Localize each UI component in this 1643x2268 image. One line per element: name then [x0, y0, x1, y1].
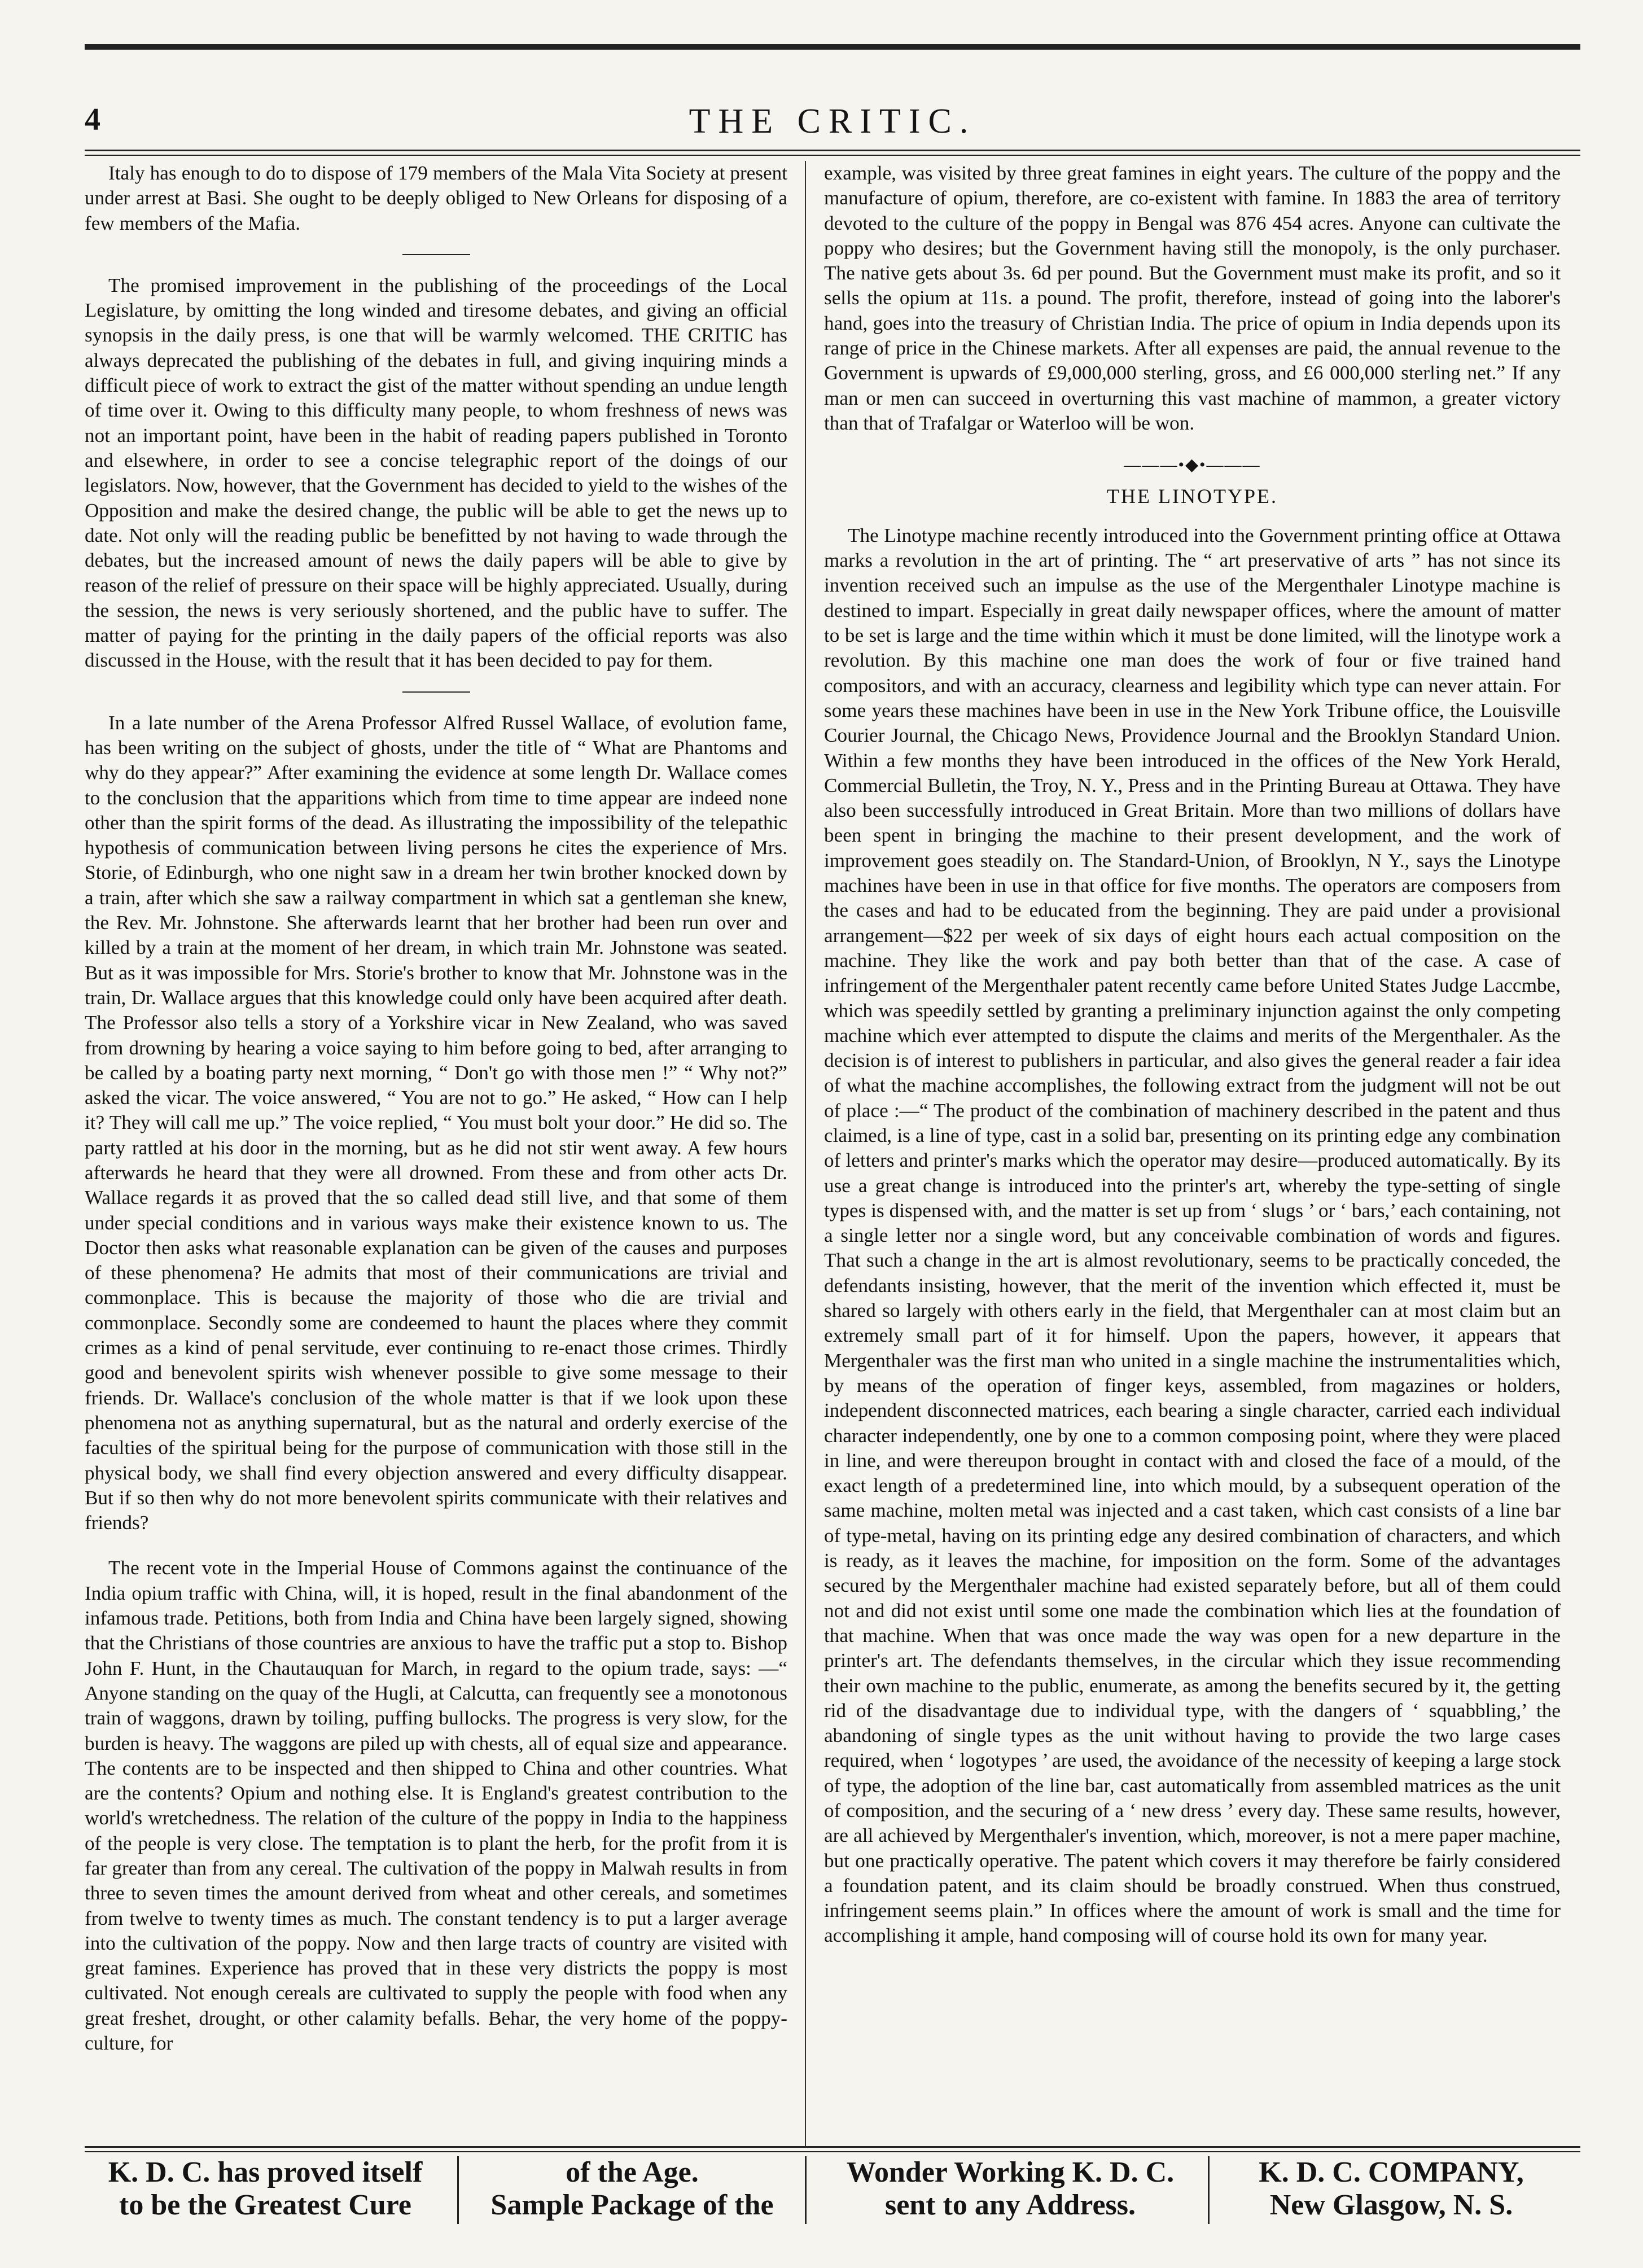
- article-linotype: The Linotype machine recently introduced into the Government printing office at Ottawa marks a revolution in the art of printing. The “ art preservative of arts ” has not since its invention received such an impulse as the use of the Mergenthaler Linotype machine is destined to impart. Especially in great daily newspaper offices, where the amount of matter to be set is large and the time within which it must be done limited, will the linotype work a revolution. By this machine one man does the work of four or five trained hand compositors, and with an accuracy, clearness and legibility which type can never attain. For some years these machines have been in use in the New York Tribune office, the Louisville Courier Journal, the Chicago News, Providence Journal and the Brooklyn Standard Union. Within a few months they have been introduced in the offices of the New York Herald, Commercial Bulletin, the Troy, N. Y., Press and in the Printing Bureau at Ottawa. They have also been successfully introduced in Great Britain. More than two millions of dollars have been spent in bringing the machine to their present development, and the work of improvement goes steadily on. The Standard-Union, of Brooklyn, N Y., says the Linotype machines have been in use in that office for five months. The operators are composers from the cases and had to be educated from the beginning. They are paid under a provisional arrangement—$22 per week of six days of eight hours each actual composition on the machine. They like the work and pay both better than that of the case. A case of infringement of the Mergenthaler patent recently came before United States Judge Laccmbe, which was speedily settled by granting a preliminary injunction against the only competing machine which ever attempted to dispute the claims and merits of the Mergenthaler. As the decision is of interest to publishers in particular, and also gives the general reader a fair idea of what the machine accomplishes, the following extract from the judgment will not be out of place :—“ The product of the combination of machinery described in the patent and thus claimed, is a line of type, cast in a solid bar, presenting on its printing edge any combination of letters and printer's marks which the operator may desire—produced automatically. By its use a great change is introduced into the printer's art, whereby the type-setting of single types is dispensed with, and the matter is set up from ‘ slugs ’ or ‘ bars,’ each containing, not a single letter nor a single word, but any conceivable combination of words and figures. That such a change in the art is almost revolutionary, seems to be practically conceded, the defendants insisting, however, that the merit of the invention which effected it, must be shared so largely with others early in the field, that Mergenthaler can at most claim but an extremely small part of it for himself. Upon the papers, however, it appears that Mergenthaler was the first man who united in a single machine the instrumentalities which, by means of the operation of finger keys, assembled, from magazines or holders, independent disconnected matrices, each bearing a single character, carried each individual character independently, one by one to a common composing point, where they were placed in line, and were thereupon brought in contact with and closed the face of a mould, of the exact length of a predetermined line, into which mould, by a subsequent operation of the same machine, molten metal was injected and a cast taken, which cast consists of a line bar of type-metal, having on its printing edge any desired combination of characters, and which is ready, as it leaves the machine, for imposition on the form. Some of the advantages secured by the Mergenthaler machine had existed separately before, but all of them could not and did not exist until some one made the combination which lies at the foundation of that machine. When that was once made the way was open for a new departure in the printer's art. The defendants themselves, in the circular which they issue recommending their own machine to the public, enumerate, as among the benefits secured by it, the getting rid of the disadvantage due to individual type, with the dangers of ‘ squabbling,’ the abandoning of single types as the unit without having to provide the two large cases required, when ‘ logotypes ’ are used, the avoidance of the necessity of keeping a large stock of type, the adoption of the line bar, cast automatically from assembled matrices as the unit of composition, and the securing of a ‘ new dress ’ every day. These same results, however, are all achieved by Mergenthaler's invention, which, moreover, is not a mere paper machine, but one practically operative. The patent which covers it may therefore be fairly considered a foundation patent, and its claim should be broadly construed. When thus construed, infringement seems plain.” In offices where the amount of work is small and the time for accomplishing it ample, hand composing will of course hold its own for many year.: [824, 524, 1561, 1947]
- page-header: [85, 102, 1580, 141]
- page-number: 4: [85, 102, 100, 137]
- article-wallace-ghosts: In a late number of the Arena Professor Alfred Russel Wallace, of evolution fame, has been writing on the subject of ghosts, under the title of “ What are Phantoms and why do they appear?” After examining the evidence at some length Dr. Wallace comes to the conclusion that the apparitions which from time to time appear are indeed none other than the spirit forms of the dead. As illustrating the impossibility of the telepathic hypothesis of communication between living persons he cites the experience of Mrs. Storie, of Edinburgh, who one night saw in a dream her twin brother knocked down by a train, after which she saw a railway compartment in which sat a gentleman she knew, the Rev. Mr. Johnstone. She afterwards learnt that her brother had been run over and killed by a train at the moment of her dream, in which train Mr. Johnstone was seated. But as it was impossible for Mrs. Storie's brother to know that Mr. Johnstone was in the train, Dr. Wallace argues that this knowledge could only have been acquired after death. The Professor also tells a story of a Yorkshire vicar in New Zealand, who was saved from drowning by hearing a voice saying to him before going to bed, after arranging to be called by a boating party next morning, “ Don't go with those men !” “ Why not?” asked the vicar. The voice answered, “ You are not to go.” He asked, “ How can I help it? They will call me up.” The voice replied, “ You must bolt your door.” He did so. The party rattled at his door in the morning, but as he did not stir went away. A few hours afterwards he heard that they were all drowned. From these and from other acts Dr. Wallace regards it as proved that the so called dead still live, and that some of them under special conditions and in various ways make their existence known to us. The Doctor then asks what reasonable explanation can be given of the causes and purposes of these phenomena? He admits that most of their communications are trivial and commonplace. This is because the majority of those who die are trivial and commonplace. Secondly some are condeemed to haunt the places where they commit crimes as a kind of penal servitude, ever continuing to re-enact those crimes. Thirdly good and benevolent spirits wish whenever possible to give some message to their friends. Dr. Wallace's conclusion of the whole matter is that if we look upon these phenomena not as anything supernatural, but as the natural and orderly exercise of the faculties of the spiritual being for the purpose of communication with those still in the physical body, we shall find every objection answered and every difficulty disappear. But if so then why do not more benevolent spirits communicate with their relatives and friends?: [85, 711, 787, 1534]
- ad-column-divider: [805, 2156, 807, 2224]
- section-title-linotype: THE LINOTYPE.: [1107, 484, 1278, 507]
- article-divider: [402, 691, 470, 693]
- header-rule: [85, 150, 1580, 156]
- article-legislature: The promised improvement in the publishing of the proceedings of the Local Legislature, by omitting the long winded and tiresome debates, and giving an official synopsis in the daily press, is one that will be warmly welcomed. THE CRITIC has always deprecated the publishing of the debates in full, and giving inquiring minds a difficult piece of work to extract the gist of the matter without spending an undue length of time over it. Owing to this difficulty many people, to whom freshness of news was not an important point, have been in the habit of reading papers published in Toronto and elsewhere, in order to see a concise telegraphic report of the doings of our legislators. Now, however, that the Government has decided to yield to the wishes of the Opposition and make the desired change, the public will be able to get the news up to date. Not only will the reading public be benefitted by not having to wade through the debates, but the increased amount of news the daily papers will be able to give by reason of the relief of pressure on their space will be highly appreciated. Usually, during the session, the news is very seriously shortened, and the public have to suffer. The matter of paying for the printing in the daily papers of the official reports was also discussed in the House, with the result that it has been decided to pay for them.: [85, 274, 787, 672]
- newspaper-page: [85, 34, 1580, 2252]
- left-column: [85, 161, 787, 2056]
- ad-text: Sample Package of the: [490, 2189, 774, 2221]
- ad-divider: [457, 2156, 459, 2224]
- right-column: [824, 161, 1561, 1949]
- article-opium-continued: example, was visited by three great famines in eight years. The culture of the poppy and the manufacture of opium, therefore, are co-existent with famine. In 1883 the area of territory devoted to the culture of the poppy in Bengal was 876 454 acres. Anyone can cultivate the poppy who desires; but the Government having still the monopoly, is the only purchaser. The native gets about 3s. 6d per pound. But the Government must make its profit, and so it sells the opium at 11s. a pound. The profit, therefore, instead of going into the laborer's hand, goes into the treasury of Christian India. The price of opium in India depends upon its range of price in the Chinese markets. After all expenses are paid, the annual revenue to the Government is upwards of £9,000,000 sterling, gross, and £6 000,000 sterling net.” If any man or men can succeed in overturning this vast machine of mammon, a greater victory than that of Trafalgar or Waterloo will be won.: [824, 162, 1561, 434]
- ad-text: of the Age.: [566, 2156, 699, 2188]
- advertisement-rule: [85, 2146, 1580, 2152]
- article-divider: [402, 254, 470, 255]
- ad-text: K. D. C. COMPANY,: [1259, 2156, 1524, 2188]
- ad-text: sent to any Address.: [884, 2189, 1136, 2221]
- ad-text: Wonder Working K. D. C.: [846, 2156, 1175, 2188]
- top-rule: [85, 44, 1580, 50]
- article-mala-vita: Italy has enough to do to dispose of 179 members of the Mala Vita Society at present under arrest at Basi. She ought to be deeply obliged to New Orleans for disposing of a few members of the Mafia.: [85, 162, 787, 234]
- ad-divider: [1208, 2156, 1210, 2224]
- ad-text: to be the Greatest Cure: [119, 2189, 411, 2221]
- ad-block-2: [468, 2156, 796, 2222]
- column-divider: [805, 161, 806, 2148]
- section-ornament: ———•◆•———: [1124, 456, 1261, 475]
- article-opium-trade: The recent vote in the Imperial House of Commons against the continuance of the India opium traffic with China, will, it is hoped, result in the final abandonment of the infamous trade. Petitions, both from India and China have been largely signed, showing that the Christians of those countries are anxious to have the traffic put a stop to. Bishop John F. Hunt, in the Chautauquan for March, in regard to the opium trade, says: —“ Anyone standing on the quay of the Hugli, at Calcutta, can frequently see a monotonous train of waggons, drawn by toiling, puffing bullocks. The progress is very slow, for the burden is heavy. The waggons are piled up with chests, all of equal size and appearance. The contents are to be inspected and then shipped to China and other countries. What are the contents? Opium and nothing else. It is England's greatest contribution to the world's wretchedness. The relation of the culture of the poppy in India to the happiness of the people is very close. The temptation is to plant the herb, for the profit from it is far greater than from any cereal. The cultivation of the poppy in Malwah results in from three to seven times the amount derived from wheat and other cereals, and sometimes from twelve to twenty times as much. The constant tendency is to put a larger average into the cultivation of the poppy. Now and then large tracts of country are visited with great famines. Experience has proved that in these very districts the poppy is most cultivated. Not enough cereals are cultivated to supply the people with food when any great freshet, drought, or other calamity befalls. Behar, the very home of the poppy-culture, for: [85, 1557, 787, 2055]
- ad-block-4: [1219, 2156, 1563, 2222]
- ad-text: New Glasgow, N. S.: [1269, 2189, 1513, 2221]
- advertisement-strip: [85, 2156, 1580, 2235]
- ad-text: K. D. C. has proved itself: [108, 2156, 423, 2188]
- masthead: THE CRITIC.: [689, 102, 976, 141]
- ad-block-3: [818, 2156, 1202, 2222]
- ad-block-1: [85, 2156, 446, 2222]
